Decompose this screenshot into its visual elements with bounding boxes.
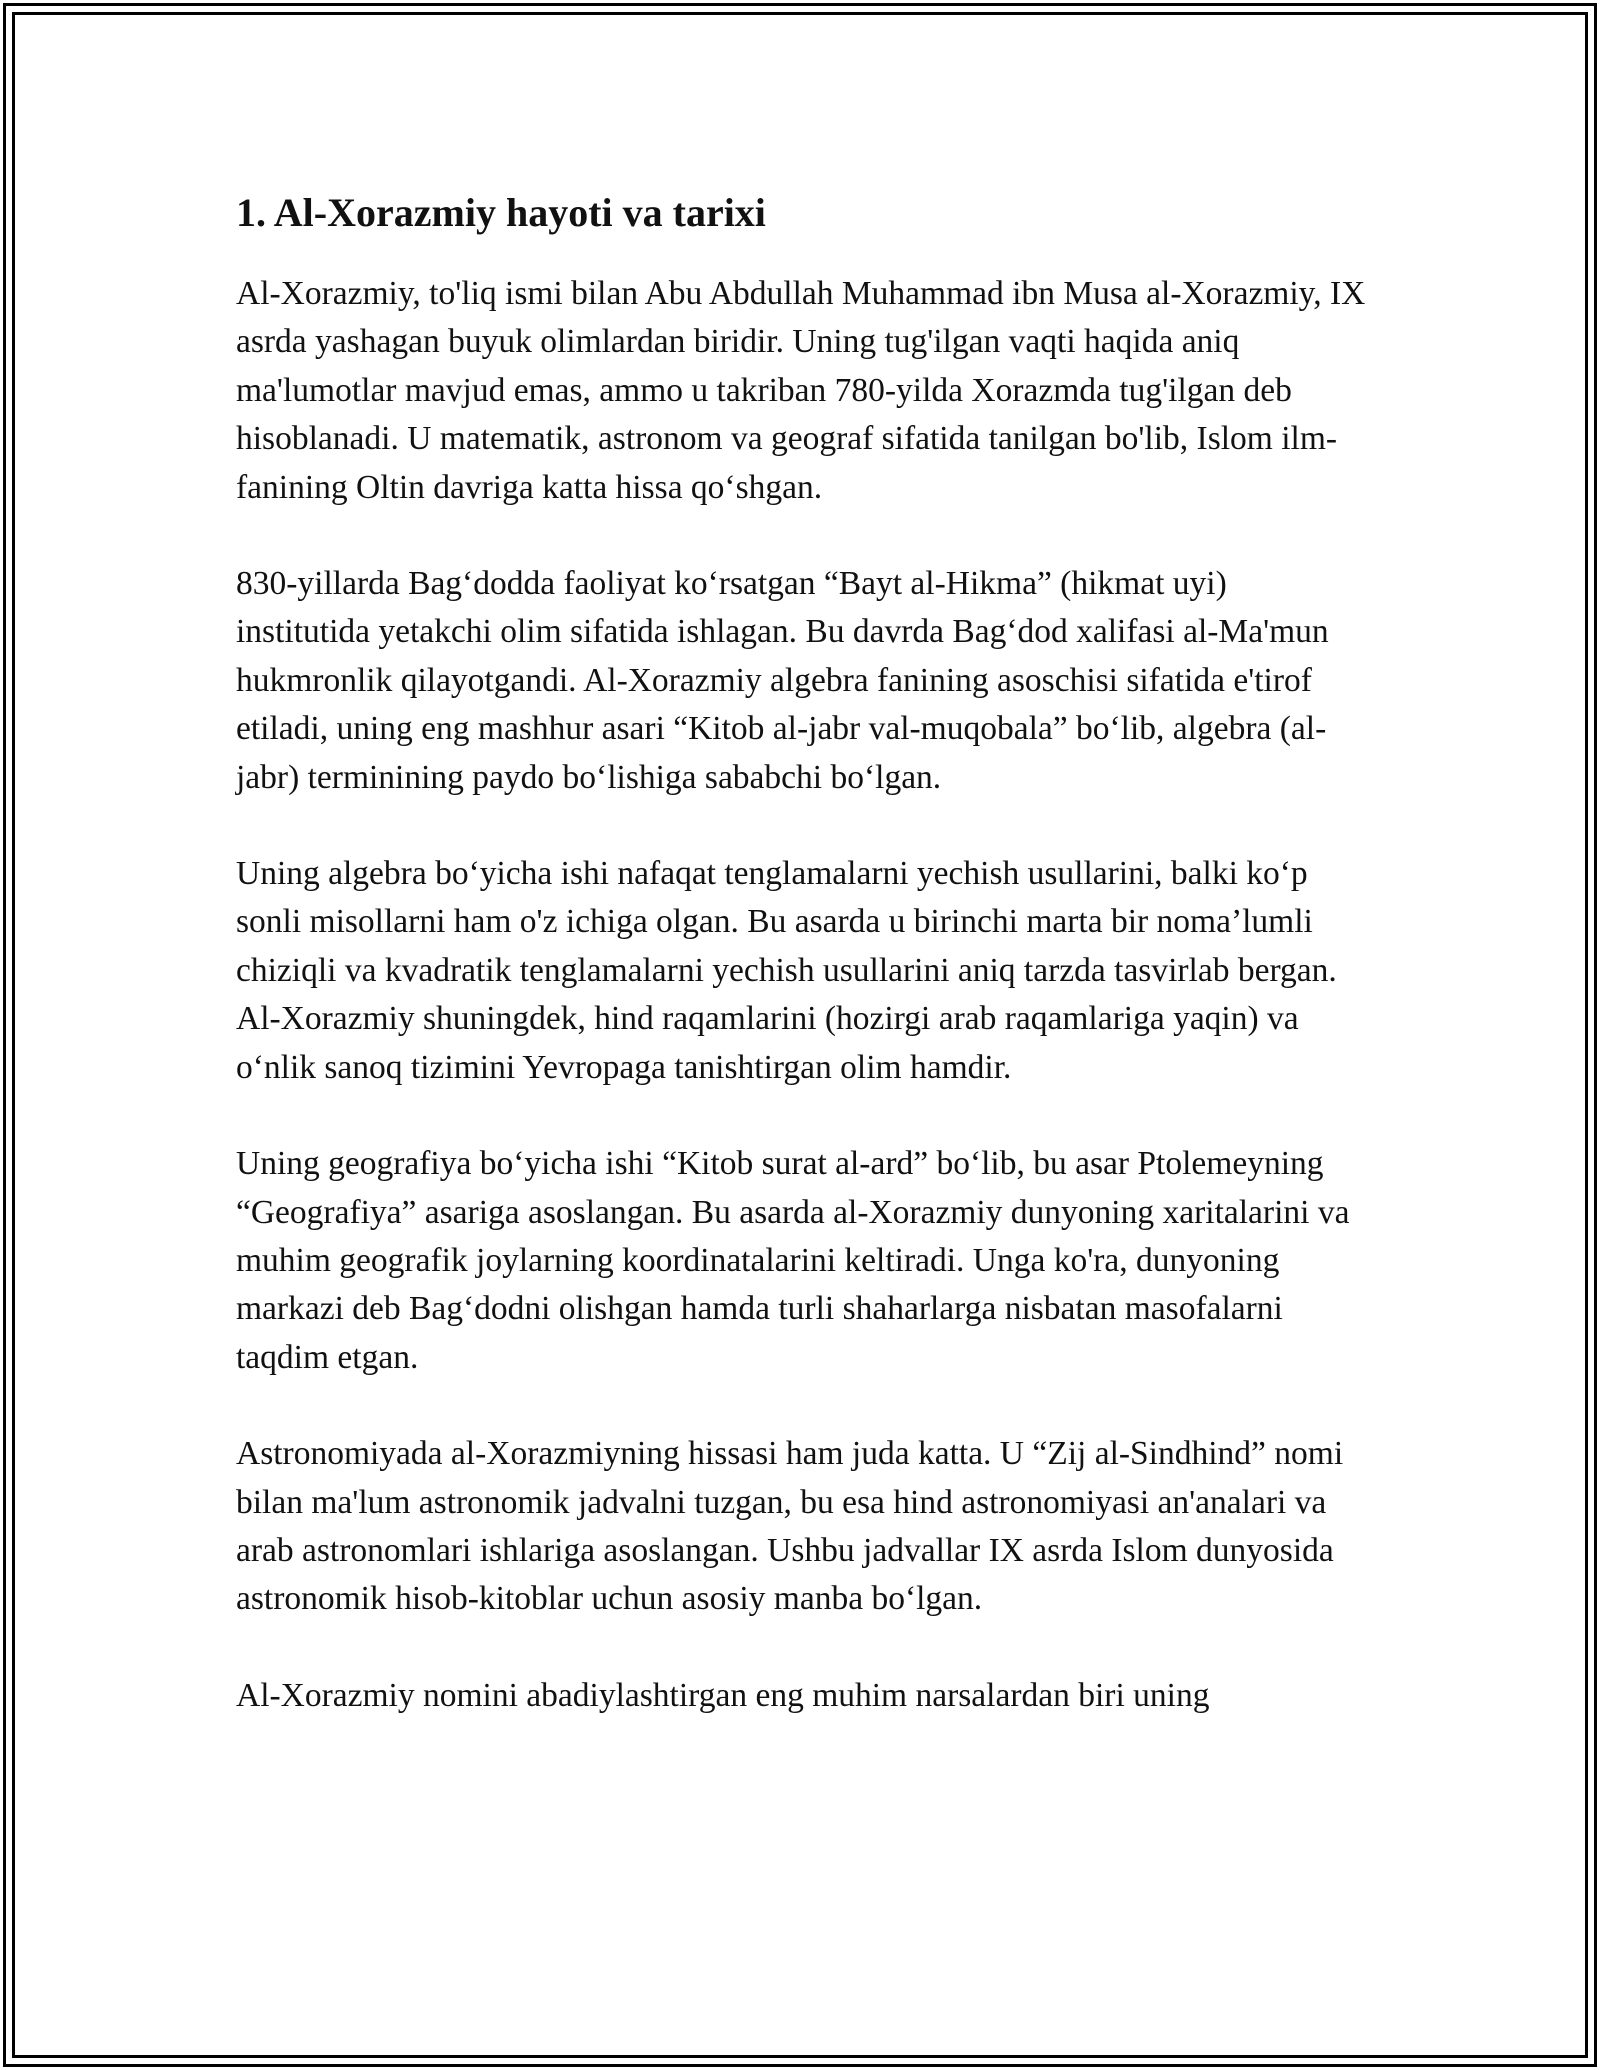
paragraph-6: Al-Xorazmiy nomini abadiylashtirgan eng muhim narsalardan biri uning: [236, 1676, 1210, 1714]
paragraph-4: Uning geografiya bo‘yicha ishi “Kitob surat al-ard” bo‘lib, bu asar Ptolemeyning “Geografiya” asariga asoslangan. Bu asarda al-Xorazmiy dunyoning xaritalarini va muhim geografik joylarning koordinatalarini keltiradi. Unga ko'ra, dunyoning markazi deb Bag‘dodni olishgan hamda turli shaharlarga nisbatan masofalarni taqdim etgan.: [236, 1145, 1350, 1376]
paragraph-3: Uning algebra bo‘yicha ishi nafaqat tenglamalarni yechish usullarini, balki ko‘p sonli misollarni ham o'z ichiga olgan. Bu asarda u birinchi marta bir noma’lumli chiziqli va kvadratik tenglamalarni yechish usullarini aniq tarzda tasvirlab bergan. Al-Xorazmiy shuningdek, hind raqamlarini (hozirgi arab raqamlariga yaqin) va o‘nlik sanoq tizimini Yevropaga tanishtirgan olim hamdir.: [236, 855, 1337, 1086]
paragraph-5: Astronomiyada al-Xorazmiyning hissasi ham juda katta. U “Zij al-Sindhind” nomi bilan ma'lum astronomik jadvalni tuzgan, bu esa hind astronomiyasi an'analari va arab astronomlari ishlariga asoslangan. Ushbu jadvallar IX asrda Islom dunyosida astronomik hisob-kitoblar uchun asosiy manba bo‘lgan.: [236, 1435, 1344, 1618]
paragraph-1: Al-Xorazmiy, to'liq ismi bilan Abu Abdullah Muhammad ibn Musa al-Xorazmiy, IX asrda yashagan buyuk olimlardan biridir. Uning tug'ilgan vaqti haqida aniq ma'lumotlar mavjud emas, ammo u takriban 780-yilda Xorazmda tug'ilgan deb hisoblanadi. U matematik, astronom va geograf sifatida tanilgan bo'lib, Islom ilm-fanining Oltin davriga katta hissa qo‘shgan.: [236, 275, 1366, 506]
document-body: [236, 184, 1366, 1768]
section-heading: 1. Al-Xorazmiy hayoti va tarixi: [236, 190, 766, 235]
paragraph-2: 830-yillarda Bag‘dodda faoliyat ko‘rsatgan “Bayt al-Hikma” (hikmat uyi) institutida yetakchi olim sifatida ishlagan. Bu davrda Bag‘dod xalifasi al-Ma'mun hukmronlik qilayotgandi. Al-Xorazmiy algebra fanining asoschisi sifatida e'tirof etiladi, uning eng mashhur asari “Kitob al-jabr val-muqobala” bo‘lib, algebra (al-jabr) terminining paydo bo‘lishiga sababchi bo‘lgan.: [236, 565, 1329, 796]
